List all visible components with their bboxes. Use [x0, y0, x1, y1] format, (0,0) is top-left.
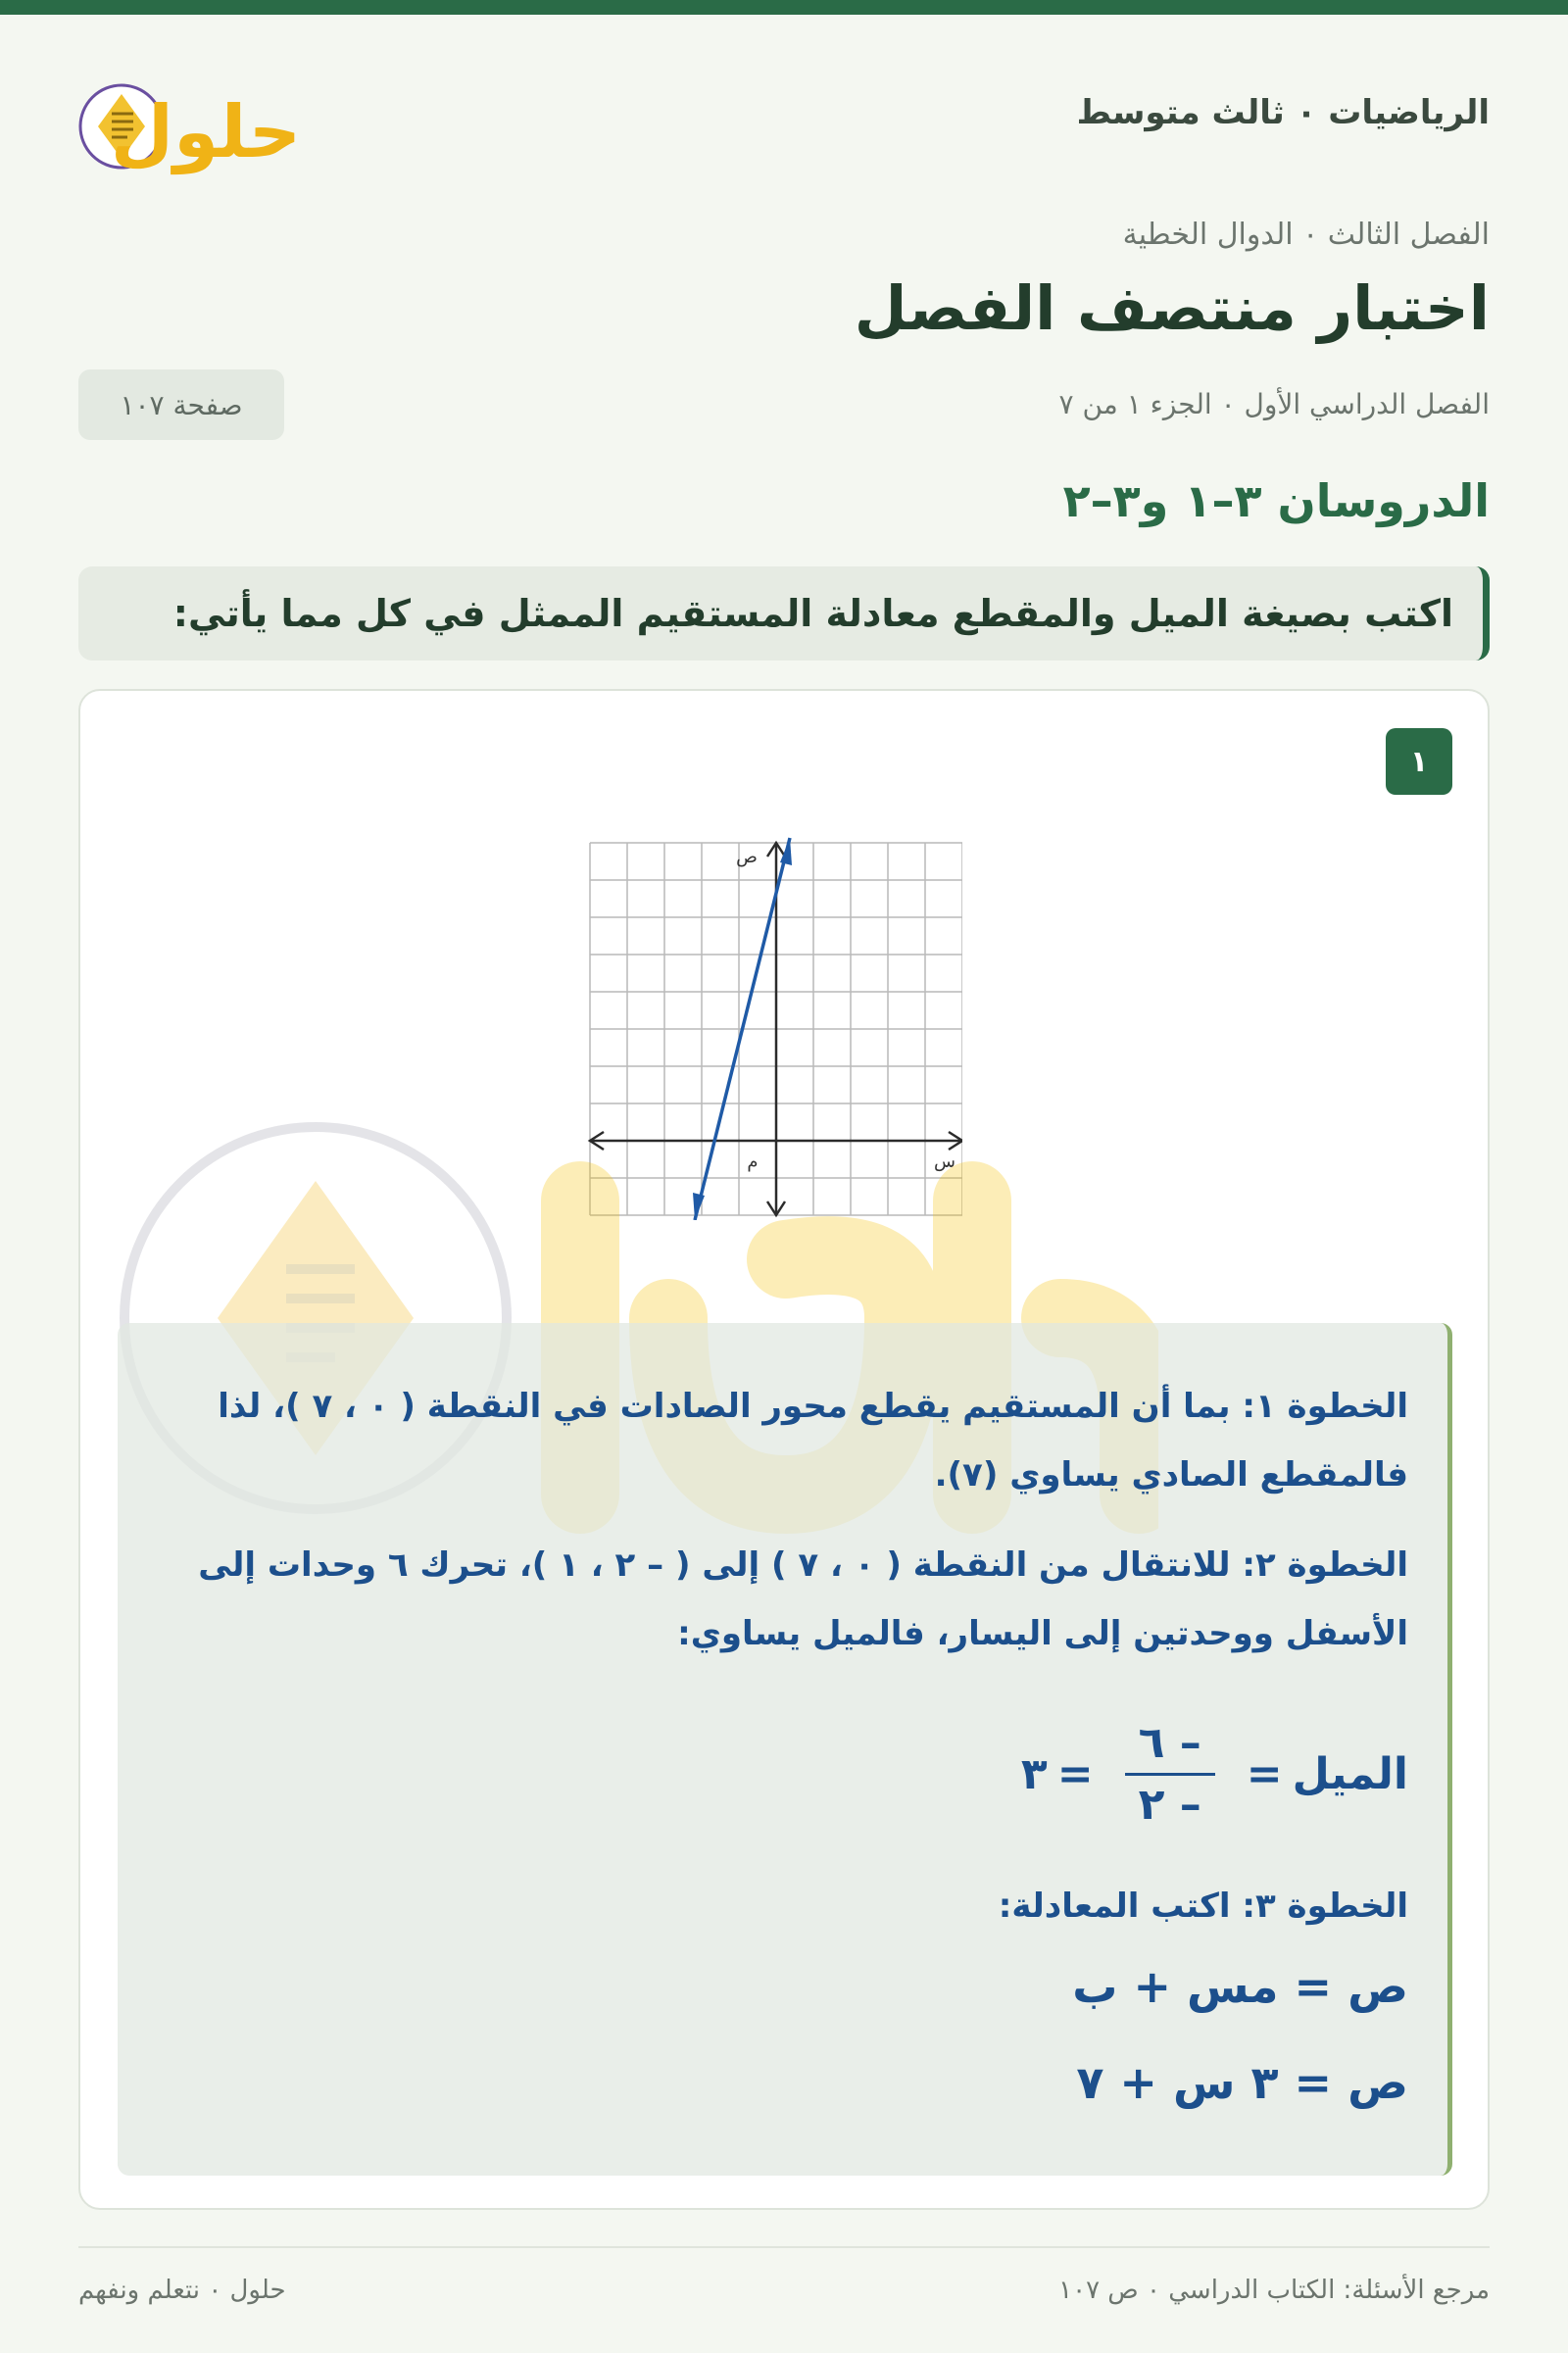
slope-formula [1021, 1705, 1408, 1842]
equals-sign-2: = [1056, 1748, 1094, 1799]
solution-step-1: الخطوة ١: بما أن المستقيم يقطع محور الصادات في النقطة ( ٠ ، ٧ )، لذا فالمقطع الصادي يساوي (٧). [218, 1387, 1408, 1495]
instruction-box [78, 566, 1490, 661]
x-axis-label: س [934, 1152, 956, 1172]
y-axis-label: ص [736, 847, 758, 867]
page-title: اختبار منتصف الفصل [854, 272, 1490, 344]
equals-sign: = [1246, 1748, 1283, 1799]
lessons-heading: الدروسان ٣–١ و٣–٢ [1062, 474, 1490, 527]
instruction-text: اكتب بصيغة الميل والمقطع معادلة المستقيم الممثل في كل مما يأتي: [172, 592, 1453, 635]
slope-label: الميل [1292, 1748, 1408, 1799]
footer-divider [78, 2246, 1490, 2248]
page-number-badge: صفحة ١٠٧ [78, 369, 284, 440]
semester-info: الفصل الدراسي الأول ٠ الجزء ١ من ٧ [1058, 388, 1490, 420]
question-card [78, 689, 1490, 2210]
equation-general-form: ص = مس + ب [1072, 1960, 1408, 2013]
question-number-badge: ١ [1386, 728, 1452, 795]
slope-fraction [1125, 1714, 1215, 1835]
slope-denominator: – ٢ [1138, 1779, 1201, 1830]
page-header [78, 59, 1490, 176]
logo-text: حلول [110, 90, 302, 174]
logo-graphic [78, 59, 372, 176]
chapter-info: الفصل الثالث ٠ الدوال الخطية [1122, 218, 1490, 252]
origin-label: م [747, 1152, 759, 1172]
footer-reference: مرجع الأسئلة: الكتاب الدراسي ٠ ص ١٠٧ [1058, 2276, 1490, 2305]
hulul-logo[interactable] [78, 59, 372, 176]
slope-result: ٣ [1020, 1748, 1048, 1799]
equation-final: ص = ٣ س + ٧ [1076, 2056, 1408, 2109]
solution-step-2: الخطوة ٢: للانتقال من النقطة ( ٠ ، ٧ ) إلى ( – ٢ ، ١ )، تحرك ٦ وحدات إلى الأسفل ووحدتين إلى اليسار، فالميل يساوي: [198, 1545, 1408, 1653]
solution-box [118, 1323, 1452, 2176]
solution-step-3: الخطوة ٣: اكتب المعادلة: [998, 1887, 1408, 1926]
subject-label: الرياضيات ٠ ثالث متوسط [1076, 93, 1490, 132]
top-accent-bar [0, 0, 1568, 15]
footer-brand: حلول ٠ نتعلم ونفهم [78, 2276, 286, 2305]
slope-numerator: – ٦ [1125, 1714, 1215, 1776]
coordinate-graph [551, 809, 962, 1220]
